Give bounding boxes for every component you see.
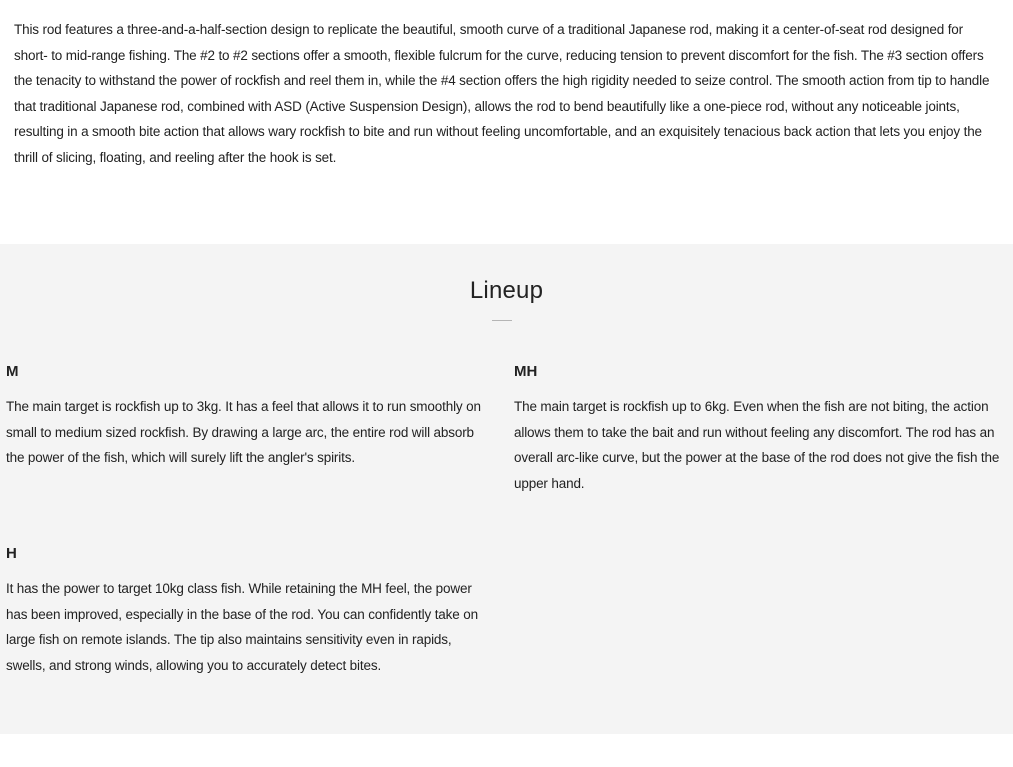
model-name: H <box>6 545 17 562</box>
model-card-mh <box>514 362 1002 496</box>
model-name: MH <box>514 363 538 380</box>
title-divider <box>492 320 512 321</box>
model-description: It has the power to target 10kg class fish. While retaining the MH feel, the power has been improved, especially in the base of the rod. You can confidently take on large fish on remote islands. The tip also maintains sensitivity even in rapids, swells, and strong winds, allowing you to accurately detect bites. <box>6 581 478 673</box>
lineup-section <box>0 244 1013 734</box>
model-name: M <box>6 363 19 380</box>
lineup-title: Lineup <box>469 277 544 304</box>
model-card-h <box>6 544 492 678</box>
intro-paragraph: This rod features a three-and-a-half-section design to replicate the beautiful, smooth curve of a traditional Japanese rod, making it a center-of-seat rod designed for short- to mid-range fishing. The #2 to #2 sections offer a smooth, flexible fulcrum for the curve, reducing tension to prevent discomfort for the fish. The #3 section offers the tenacity to withstand the power of rockfish and reel them in, while the #4 section offers the high rigidity needed to seize control. The smooth action from tip to handle that traditional Japanese rod, combined with ASD (Active Suspension Design), allows the rod to bend beautifully like a one-piece rod, without any noticeable joints, resulting in a smooth bite action that allows wary rockfish to bite and run without feeling uncomfortable, and an exquisitely tenacious back action that lets you enjoy the thrill of slicing, floating, and reeling after the hook is set. <box>14 22 990 165</box>
model-description: The main target is rockfish up to 6kg. Even when the fish are not biting, the action allows them to take the bait and run without feeling any discomfort. The rod has an overall arc-like curve, but the power at the base of the rod does not give the fish the upper hand. <box>514 399 1000 491</box>
model-card-m <box>6 362 492 471</box>
model-description: The main target is rockfish up to 3kg. It has a feel that allows it to run smoothly on small to medium sized rockfish. By drawing a large arc, the entire rod will absorb the power of the fish, which will surely lift the angler's spirits. <box>6 399 481 465</box>
